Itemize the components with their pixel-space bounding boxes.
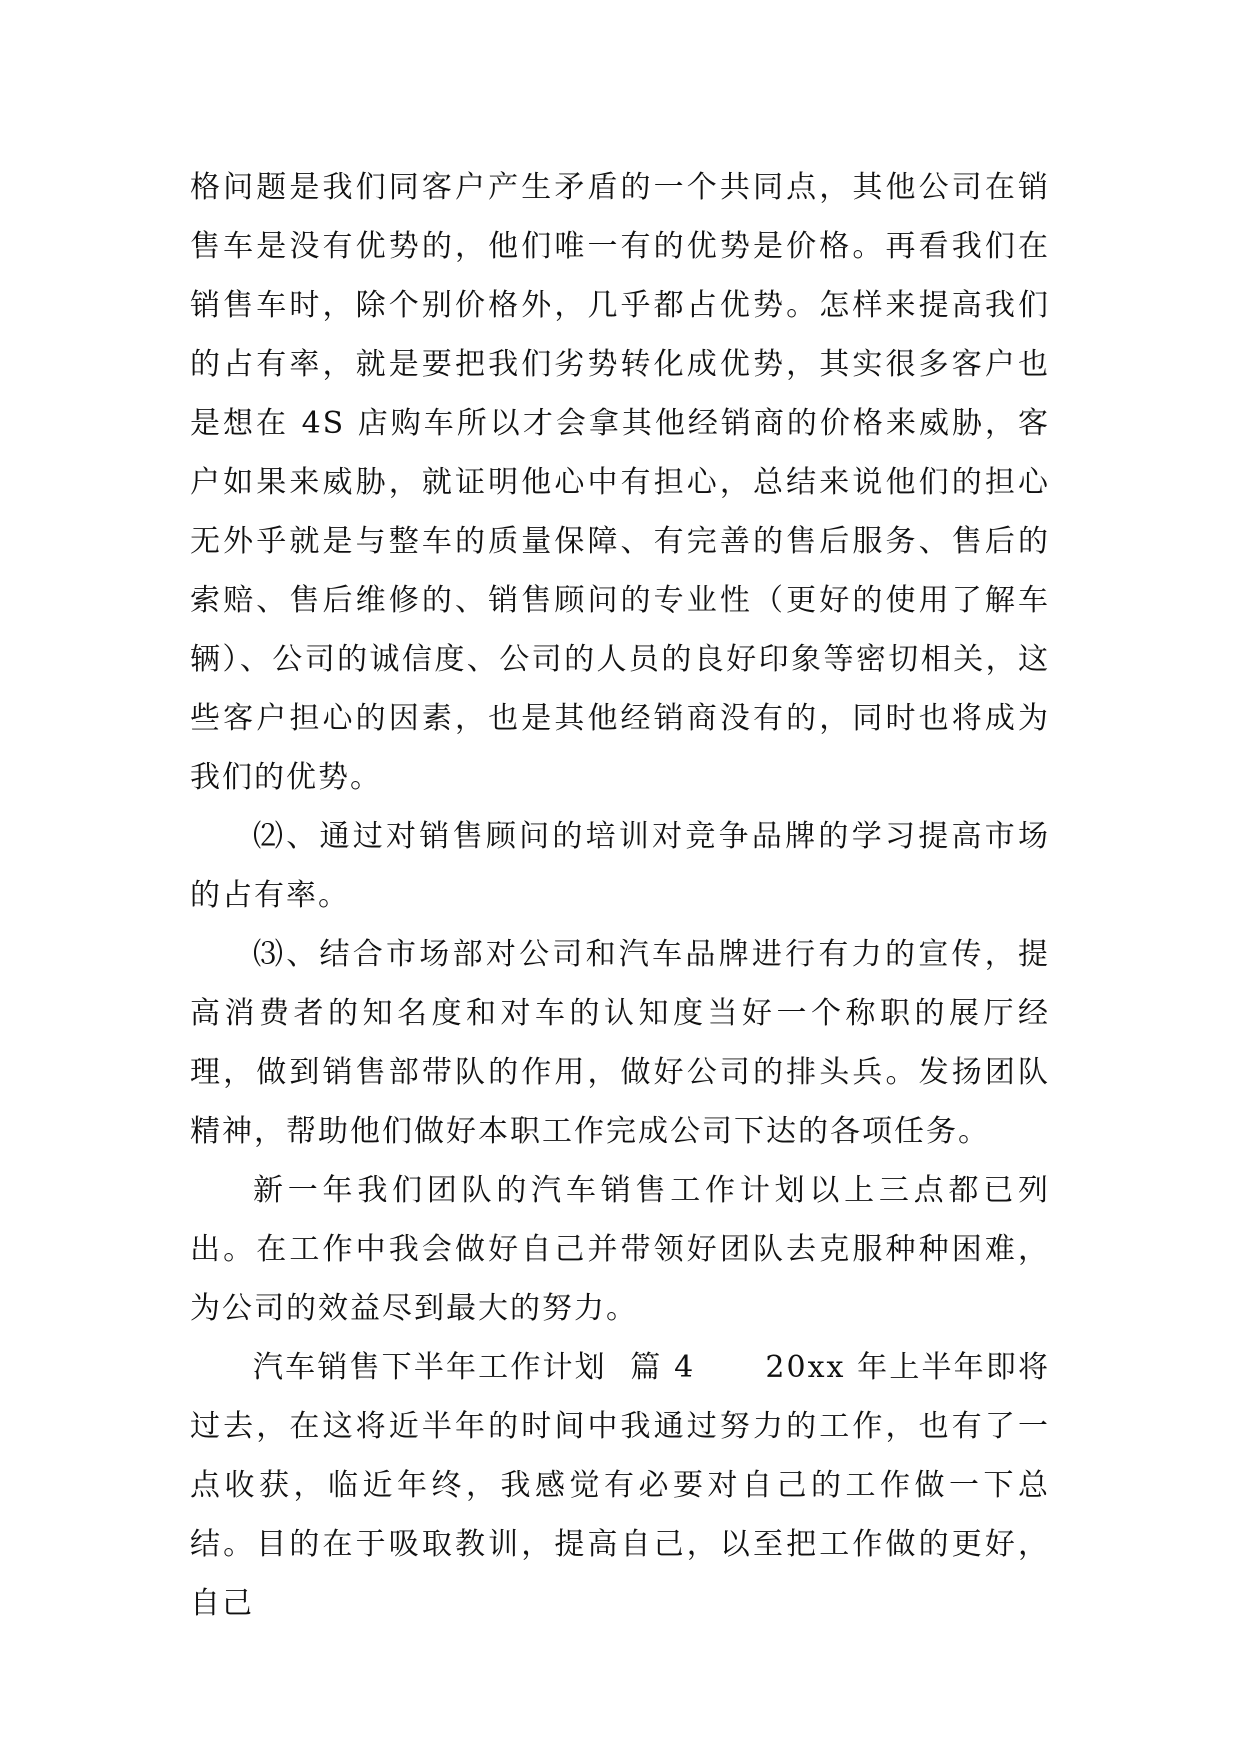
paragraph-training: ⑵、通过对销售顾问的培训对竞争品牌的学习提高市场的占有率。: [190, 819, 1050, 913]
document-body: [190, 158, 1050, 1633]
paragraph-marketing: ⑶、结合市场部对公司和汽车品牌进行有力的宣传，提高消费者的知名度和对车的认知度当好一个称职的展厅经理，做到销售部带队的作用，做好公司的排头兵。发扬团队精神，帮助他们做好本职工作完成公司下达的各项任务。: [190, 937, 1050, 1149]
paragraph-section-4: 汽车销售下半年工作计划 篇 4 20xx 年上半年即将过去，在这将近半年的时间中我通过努力的工作，也有了一点收获，临近年终，我感觉有必要对自己的工作做一下总结。目的在于吸取教训，提高自己，以至把工作做的更好，自己: [190, 1350, 1050, 1621]
paragraph-new-year-plan: 新一年我们团队的汽车销售工作计划以上三点都已列出。在工作中我会做好自己并带领好团队去克服种种困难，为公司的效益尽到最大的努力。: [190, 1173, 1050, 1326]
paragraph-price-advantage: 格问题是我们同客户产生矛盾的一个共同点，其他公司在销售车是没有优势的，他们唯一有的优势是价格。再看我们在销售车时，除个别价格外，几乎都占优势。怎样来提高我们的占有率，就是要把我们劣势转化成优势，其实很多客户也是想在 4S 店购车所以才会拿其他经销商的价格来威胁，客户如果来威胁，就证明他心中有担心，总结来说他们的担心无外乎就是与整车的质量保障、有完善的售后服务、售后的索赔、售后维修的、销售顾问的专业性（更好的使用了解车辆）、公司的诚信度、公司的人员的良好印象等密切相关，这些客户担心的因素，也是其他经销商没有的，同时也将成为我们的优势。: [190, 170, 1050, 795]
